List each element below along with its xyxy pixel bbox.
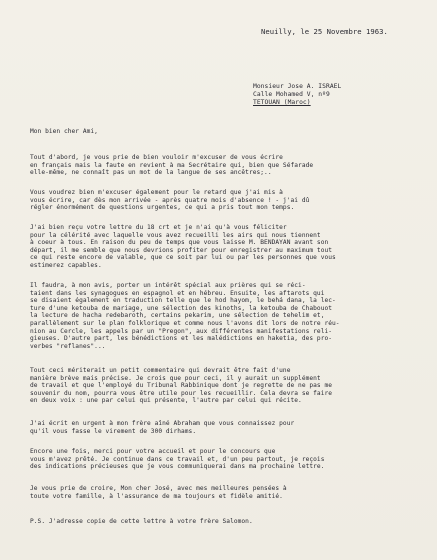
paragraph-line: Il faudra, à mon avis, porter un intérêt spécial aux prières qui se réci- (30, 282, 306, 289)
paragraph-line: qu'il vous fasse le virement de 300 dirhams. (30, 427, 197, 435)
paragraph-5 (30, 367, 437, 405)
paragraph-line: en français mais la faute en revient à ma Secrétaire qui, bien que Séfarade (30, 161, 314, 169)
paragraph-line: J'ai bien reçu votre lettre du 18 crt et je n'ai qu'à vous féliciter (30, 224, 287, 231)
paragraph-line: ture d'une ketouba de mariage, une sélection des kinoths, la ketouba de Chabouot (30, 304, 333, 312)
paragraph-line: des indications précieuses que je vous communiquerai dans ma prochaine lettre. (30, 463, 325, 471)
paragraph-line: manière brève mais précise. Je crois que pour ceci, il y aurait un supplément (30, 374, 321, 382)
paragraph-line: Tout ceci mériterait un petit commentaire qui devrait être fait d'une (30, 367, 291, 374)
paragraph-line: se disaient également en traduction telle que le hod hayom, le behá dana, la lec- (30, 297, 336, 305)
salutation: Mon bien cher Ami, (30, 128, 98, 135)
recipient-address (253, 83, 341, 107)
paragraph-line: parallèlement sur le plan folklorique et comme nous l'avons dit lors de notre réu- (30, 319, 340, 327)
paragraph-line: régler énormément de questions urgentes, ce qui a pris tout mon temps. (30, 204, 295, 212)
paragraph-line: vous écrire, car dès mon arrivée - après quatre mois d'absence ! - j'ai dû (30, 196, 310, 204)
paragraph-line: en deux voix : une par celui qui présente, l'autre par celui qui récite. (30, 397, 302, 405)
recipient-name: Monsieur Jose A. ISRAEL (253, 83, 342, 90)
postscript: P.S. J'adresse copie de cette lettre à votre frère Salomon. (30, 518, 253, 525)
paragraph-6 (30, 420, 437, 435)
letter-date: Neuilly, le 25 Novembre 1963. (261, 27, 388, 36)
paragraph-line: départ, il me semble que nous devrions profiter pour enregistrer au maximum tout (30, 246, 333, 254)
paragraph-line: pour la célérité avec laquelle vous avez recueilli les airs qui nous tiennent (30, 231, 321, 239)
paragraph-3 (30, 224, 437, 270)
paragraph-line: J'ai écrit en urgent à mon frère aîné Abraham que vous connaissez pour (30, 420, 295, 427)
paragraph-line: Encore une fois, merci pour votre accueil et pour le concours que (30, 448, 276, 455)
paragraph-8 (30, 485, 437, 500)
paragraph-4 (30, 282, 437, 350)
recipient-street: Calle Mohamed V, nº9 (253, 91, 330, 98)
paragraph-line: vous m'avez prêté. Je continue dans ce travail et, d'un peu partout, je reçois (30, 455, 325, 463)
paragraph-line: estimerez capables. (30, 261, 102, 269)
paragraph-line: taient dans les synagogues en espagnol et en hébreu. Ensuite, les aftarots qui (30, 289, 325, 297)
paragraph-line: la lecture de hacha redebaroth, certains pekarim, une sélection de tehelim et, (30, 312, 325, 320)
paragraph-2 (30, 189, 437, 212)
paragraph-line: gieuses. D'autre part, les bénédictions et les malédictions en haketia, des pro- (30, 335, 333, 343)
recipient-city: TETOUAN (Maroc) (253, 99, 311, 106)
paragraph-line: à coeur à tous. En raison du peu de temps que vous laisse M. BENDAYAN avant son (30, 239, 329, 247)
paragraph-1 (30, 154, 437, 177)
paragraph-line: souvenir du nom, pourra vous être utile pour les recueillir. Cela devra se faire (30, 389, 333, 397)
paragraph-line: nion au Cercle, les appels par un "Pregon", aux différentes manifestations reli- (30, 327, 333, 335)
paragraph-line: verbes "reflanes"... (30, 342, 106, 350)
paragraph-line: toute votre famille, à l'assurance de ma toujours et fidèle amitié. (30, 492, 283, 500)
paragraph-7 (30, 448, 437, 471)
paragraph-line: ce qui reste encore de valable, que ce soit par lui ou par les personnes que vous (30, 254, 336, 262)
paragraph-line: de travail et que l'employé du Tribunal Rabbinique dont je regrette de ne pas me (30, 382, 333, 390)
paragraph-line: Vous voudrez bien m'excuser également pour le retard que j'ai mis à (30, 189, 283, 196)
paragraph-line: Tout d'abord, je vous prie de bien vouloir m'excuser de vous écrire (30, 154, 283, 161)
paragraph-line: Je vous prie de croire, Mon cher José, avec mes meilleures pensées à (30, 485, 287, 492)
paragraph-line: elle-même, ne connaît pas un mot de la langue de ses ancêtres;.. (30, 169, 272, 177)
